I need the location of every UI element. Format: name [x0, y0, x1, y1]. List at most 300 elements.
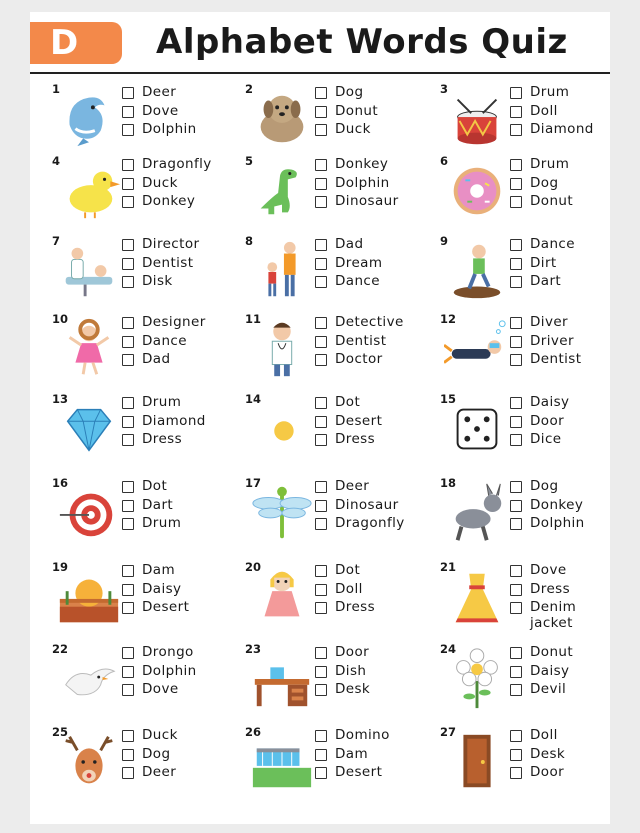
- answer-checkbox[interactable]: [315, 767, 327, 779]
- answer-option[interactable]: [510, 431, 569, 450]
- answer-option[interactable]: [122, 121, 197, 140]
- answer-checkbox[interactable]: [315, 106, 327, 118]
- answer-option[interactable]: [510, 413, 569, 432]
- answer-option[interactable]: [510, 727, 565, 746]
- question-number: 26: [245, 725, 262, 739]
- question-number: 9: [440, 234, 449, 248]
- dog-picture: [249, 86, 315, 152]
- answer-checkbox[interactable]: [510, 336, 522, 348]
- answer-label: Dog: [142, 745, 171, 762]
- dragonfly-picture: [249, 480, 315, 546]
- answer-option[interactable]: [315, 84, 378, 103]
- answer-options: [510, 236, 575, 292]
- daisy-picture: [444, 646, 510, 712]
- quiz-question: [245, 642, 435, 720]
- answer-checkbox[interactable]: [315, 434, 327, 446]
- answer-option[interactable]: [510, 497, 585, 516]
- answer-option[interactable]: [122, 599, 189, 618]
- answer-label: Door: [530, 412, 565, 429]
- answer-option[interactable]: [122, 515, 181, 534]
- answer-option[interactable]: [122, 663, 197, 682]
- answer-option[interactable]: [315, 156, 399, 175]
- answer-option[interactable]: [122, 431, 206, 450]
- quiz-question: [245, 725, 435, 803]
- answer-options: [315, 314, 404, 370]
- answer-option[interactable]: [315, 121, 378, 140]
- quiz-question: [52, 82, 242, 160]
- answer-checkbox[interactable]: [122, 565, 134, 577]
- answer-label: Door: [335, 644, 370, 660]
- answer-checkbox[interactable]: [510, 584, 522, 596]
- answer-options: [315, 644, 370, 700]
- answer-options: [315, 236, 382, 292]
- answer-option[interactable]: [510, 663, 573, 682]
- answer-checkbox[interactable]: [122, 684, 134, 696]
- answer-option[interactable]: [510, 175, 573, 194]
- answer-option[interactable]: [315, 663, 370, 682]
- answer-option[interactable]: [510, 273, 575, 292]
- answer-option[interactable]: [510, 764, 565, 783]
- answer-option[interactable]: [510, 351, 581, 370]
- answer-option[interactable]: [510, 333, 581, 352]
- answer-checkbox[interactable]: [510, 196, 522, 208]
- quiz-question: [52, 642, 242, 720]
- answer-label: Dolphin: [530, 515, 585, 531]
- answer-option[interactable]: [122, 497, 181, 516]
- answer-options: [122, 236, 199, 292]
- answer-checkbox[interactable]: [122, 666, 134, 678]
- answer-checkbox[interactable]: [315, 397, 327, 409]
- quiz-question: [245, 234, 435, 312]
- answer-checkbox[interactable]: [315, 87, 327, 99]
- answer-checkbox[interactable]: [122, 317, 134, 329]
- answer-checkbox[interactable]: [510, 749, 522, 761]
- question-number: 6: [440, 154, 449, 168]
- diver-picture: [444, 316, 510, 382]
- question-number: 4: [52, 154, 61, 168]
- answer-options: [122, 727, 178, 783]
- answer-checkbox[interactable]: [315, 317, 327, 329]
- answer-label: Dress: [335, 431, 376, 447]
- answer-options: [510, 727, 565, 783]
- answer-options: [315, 562, 375, 618]
- answer-label: Dam: [335, 745, 369, 762]
- quiz-question: [440, 234, 630, 312]
- answer-option[interactable]: [315, 333, 404, 352]
- answer-checkbox[interactable]: [510, 500, 522, 512]
- question-number: 15: [440, 392, 457, 406]
- answer-option[interactable]: [315, 314, 404, 333]
- answer-checkbox[interactable]: [315, 276, 327, 288]
- answer-option[interactable]: [315, 394, 382, 413]
- answer-checkbox[interactable]: [122, 336, 134, 348]
- answer-option[interactable]: [510, 255, 575, 274]
- answer-option[interactable]: [122, 156, 212, 175]
- answer-label: Dish: [335, 662, 367, 679]
- answer-options: [315, 727, 390, 783]
- answer-option[interactable]: [315, 103, 378, 122]
- answer-label: Dress: [335, 599, 376, 615]
- question-number: 16: [52, 476, 69, 490]
- answer-option[interactable]: [510, 581, 576, 600]
- answer-label: Donkey: [142, 193, 196, 209]
- answer-checkbox[interactable]: [315, 124, 327, 136]
- answer-label: Dad: [142, 351, 171, 367]
- answer-checkbox[interactable]: [122, 602, 134, 614]
- answer-option[interactable]: [510, 156, 573, 175]
- answer-checkbox[interactable]: [510, 354, 522, 366]
- answer-option[interactable]: [510, 121, 594, 140]
- answer-label: Doctor: [335, 351, 383, 367]
- question-number: 14: [245, 392, 262, 406]
- answer-options: [510, 156, 573, 212]
- answer-checkbox[interactable]: [315, 666, 327, 678]
- answer-option[interactable]: [510, 644, 573, 663]
- answer-options: [510, 644, 573, 700]
- answer-label: Donut: [530, 193, 574, 209]
- answer-checkbox[interactable]: [315, 336, 327, 348]
- answer-options: [122, 644, 197, 700]
- answer-option[interactable]: [122, 236, 199, 255]
- diamond-picture: [56, 396, 122, 462]
- answer-label: Denim jacket: [530, 599, 577, 631]
- question-number: 2: [245, 82, 254, 96]
- answer-label: Dentist: [142, 254, 194, 271]
- answer-option[interactable]: [122, 193, 212, 212]
- desk-picture: [249, 646, 315, 712]
- answer-option[interactable]: [122, 478, 181, 497]
- answer-label: Deer: [142, 764, 177, 780]
- answer-checkbox[interactable]: [122, 106, 134, 118]
- answer-option[interactable]: [122, 333, 206, 352]
- answer-label: Detective: [335, 314, 404, 330]
- answer-option[interactable]: [315, 497, 405, 516]
- quiz-question: [52, 392, 242, 470]
- answer-label: Dart: [530, 273, 562, 289]
- quiz-question: [440, 82, 630, 160]
- answer-option[interactable]: [510, 478, 585, 497]
- answer-label: Dog: [530, 478, 559, 494]
- door-picture: [444, 729, 510, 795]
- desert-picture: [56, 564, 122, 630]
- answer-checkbox[interactable]: [122, 749, 134, 761]
- answer-option[interactable]: [315, 562, 375, 581]
- question-number: 12: [440, 312, 457, 326]
- question-number: 21: [440, 560, 457, 574]
- quiz-question: [245, 392, 435, 470]
- answer-options: [315, 394, 382, 450]
- answer-checkbox[interactable]: [315, 647, 327, 659]
- answer-checkbox[interactable]: [510, 647, 522, 659]
- answer-label: Dot: [335, 394, 361, 410]
- answer-option[interactable]: [510, 84, 594, 103]
- question-number: 11: [245, 312, 262, 326]
- answer-option[interactable]: [122, 255, 199, 274]
- answer-option[interactable]: [122, 581, 189, 600]
- answer-checkbox[interactable]: [122, 178, 134, 190]
- answer-checkbox[interactable]: [122, 276, 134, 288]
- answer-checkbox[interactable]: [315, 584, 327, 596]
- answer-checkbox[interactable]: [510, 730, 522, 742]
- answer-option[interactable]: [510, 746, 565, 765]
- answer-option[interactable]: [315, 193, 399, 212]
- answer-checkbox[interactable]: [315, 178, 327, 190]
- question-number: 20: [245, 560, 262, 574]
- answer-option[interactable]: [122, 351, 206, 370]
- answer-label: Domino: [335, 727, 390, 743]
- quiz-question: [52, 725, 242, 803]
- answer-option[interactable]: [510, 681, 573, 700]
- deer-picture: [56, 729, 122, 795]
- quiz-question: [245, 560, 435, 638]
- answer-checkbox[interactable]: [315, 730, 327, 742]
- answer-checkbox[interactable]: [510, 178, 522, 190]
- answer-label: Dot: [142, 478, 168, 494]
- quiz-question: [245, 154, 435, 232]
- answer-label: Dad: [335, 236, 364, 252]
- answer-option[interactable]: [122, 681, 197, 700]
- letter-badge: D: [30, 22, 122, 64]
- answer-checkbox[interactable]: [122, 124, 134, 136]
- worksheet: [30, 12, 610, 824]
- answer-option[interactable]: [510, 562, 576, 581]
- answer-checkbox[interactable]: [122, 354, 134, 366]
- answer-options: [510, 478, 585, 534]
- answer-checkbox[interactable]: [315, 684, 327, 696]
- answer-option[interactable]: [122, 727, 178, 746]
- answer-label: Dinosaur: [335, 496, 399, 513]
- answer-checkbox[interactable]: [510, 565, 522, 577]
- answer-checkbox[interactable]: [122, 481, 134, 493]
- answer-checkbox[interactable]: [315, 258, 327, 270]
- answer-label: Dirt: [530, 254, 557, 271]
- answer-label: Dot: [335, 562, 361, 578]
- answer-checkbox[interactable]: [122, 239, 134, 251]
- answer-checkbox[interactable]: [510, 276, 522, 288]
- answer-option[interactable]: [122, 394, 206, 413]
- answer-option[interactable]: [510, 599, 577, 631]
- answer-checkbox[interactable]: [122, 767, 134, 779]
- quiz-question: [440, 392, 630, 470]
- answer-label: Dove: [142, 102, 179, 119]
- question-number: 10: [52, 312, 69, 326]
- answer-checkbox[interactable]: [315, 565, 327, 577]
- answer-option[interactable]: [122, 314, 206, 333]
- answer-checkbox[interactable]: [510, 481, 522, 493]
- answer-label: Dove: [530, 562, 567, 578]
- answer-label: Dance: [335, 273, 380, 289]
- answer-checkbox[interactable]: [315, 239, 327, 251]
- answer-option[interactable]: [122, 413, 206, 432]
- quiz-question: [440, 312, 630, 390]
- answer-options: [510, 562, 577, 631]
- quiz-question: [52, 312, 242, 390]
- answer-option[interactable]: [315, 175, 399, 194]
- answer-label: Drum: [142, 394, 182, 410]
- question-number: 18: [440, 476, 457, 490]
- answer-label: Desk: [530, 745, 566, 762]
- answer-option[interactable]: [510, 103, 594, 122]
- answer-checkbox[interactable]: [510, 416, 522, 428]
- answer-checkbox[interactable]: [510, 258, 522, 270]
- answer-label: Duck: [142, 174, 178, 191]
- answer-label: Driver: [530, 332, 574, 349]
- answer-label: Desert: [335, 764, 383, 780]
- answer-checkbox[interactable]: [122, 730, 134, 742]
- answer-label: Dog: [530, 174, 559, 191]
- dart-picture: [56, 480, 122, 546]
- answer-checkbox[interactable]: [510, 518, 522, 530]
- answer-checkbox[interactable]: [122, 397, 134, 409]
- answer-options: [315, 84, 378, 140]
- answer-label: Desert: [142, 599, 190, 615]
- answer-label: Deer: [335, 478, 370, 494]
- donkey-picture: [444, 480, 510, 546]
- answer-option[interactable]: [510, 193, 573, 212]
- answer-checkbox[interactable]: [122, 159, 134, 171]
- question-number: 22: [52, 642, 69, 656]
- answer-checkbox[interactable]: [122, 434, 134, 446]
- answer-checkbox[interactable]: [122, 584, 134, 596]
- answer-option[interactable]: [122, 746, 178, 765]
- answer-checkbox[interactable]: [510, 239, 522, 251]
- answer-option[interactable]: [315, 478, 405, 497]
- answer-options: [510, 314, 581, 370]
- answer-option[interactable]: [315, 236, 382, 255]
- answer-option[interactable]: [122, 644, 197, 663]
- answer-option[interactable]: [315, 413, 382, 432]
- question-number: 7: [52, 234, 61, 248]
- answer-label: Disk: [142, 273, 173, 289]
- answer-checkbox[interactable]: [510, 684, 522, 696]
- answer-checkbox[interactable]: [315, 749, 327, 761]
- answer-label: Dart: [142, 496, 174, 513]
- answer-label: Dolphin: [335, 174, 390, 191]
- answer-option[interactable]: [122, 764, 178, 783]
- answer-option[interactable]: [315, 351, 404, 370]
- answer-checkbox[interactable]: [315, 518, 327, 530]
- answer-option[interactable]: [315, 644, 370, 663]
- answer-option[interactable]: [315, 727, 390, 746]
- answer-checkbox[interactable]: [315, 196, 327, 208]
- answer-checkbox[interactable]: [510, 397, 522, 409]
- answer-option[interactable]: [510, 314, 581, 333]
- answer-checkbox[interactable]: [315, 159, 327, 171]
- answer-checkbox[interactable]: [122, 647, 134, 659]
- answer-options: [315, 156, 399, 212]
- question-number: 5: [245, 154, 254, 168]
- question-number: 13: [52, 392, 69, 406]
- answer-checkbox[interactable]: [122, 500, 134, 512]
- answer-checkbox[interactable]: [122, 518, 134, 530]
- drum-picture: [444, 86, 510, 152]
- question-number: 27: [440, 725, 457, 739]
- answer-option[interactable]: [315, 431, 382, 450]
- answer-label: Diver: [530, 314, 568, 330]
- answer-checkbox[interactable]: [315, 602, 327, 614]
- donut-picture: [444, 158, 510, 224]
- dot-picture: [249, 396, 315, 462]
- answer-label: Drum: [530, 84, 570, 100]
- answer-option[interactable]: [315, 746, 390, 765]
- answer-checkbox[interactable]: [122, 87, 134, 99]
- answer-options: [315, 478, 405, 534]
- answer-checkbox[interactable]: [510, 767, 522, 779]
- answer-checkbox[interactable]: [510, 434, 522, 446]
- answer-label: Desk: [335, 681, 371, 697]
- answer-option[interactable]: [510, 236, 575, 255]
- dolphin-picture: [56, 86, 122, 152]
- answer-label: Diamond: [530, 121, 594, 137]
- answer-label: Daisy: [530, 394, 570, 410]
- question-number: 8: [245, 234, 254, 248]
- dad-picture: [249, 238, 315, 304]
- question-number: 24: [440, 642, 457, 656]
- answer-checkbox[interactable]: [510, 159, 522, 171]
- question-number: 3: [440, 82, 449, 96]
- dance-picture: [56, 316, 122, 382]
- answer-label: Dinosaur: [335, 193, 399, 209]
- answer-option[interactable]: [315, 273, 382, 292]
- answer-option[interactable]: [122, 103, 197, 122]
- answer-checkbox[interactable]: [315, 500, 327, 512]
- answer-label: Dress: [142, 431, 183, 447]
- answer-checkbox[interactable]: [510, 124, 522, 136]
- answer-option[interactable]: [315, 581, 375, 600]
- dice-picture: [444, 396, 510, 462]
- answer-checkbox[interactable]: [510, 106, 522, 118]
- answer-label: Designer: [142, 314, 206, 330]
- answer-option[interactable]: [315, 255, 382, 274]
- answer-checkbox[interactable]: [122, 258, 134, 270]
- quiz-question: [440, 725, 630, 803]
- answer-option[interactable]: [122, 84, 197, 103]
- answer-option[interactable]: [315, 515, 405, 534]
- dam-picture: [249, 729, 315, 795]
- answer-checkbox[interactable]: [315, 416, 327, 428]
- answer-option[interactable]: [122, 175, 212, 194]
- answer-checkbox[interactable]: [315, 481, 327, 493]
- answer-options: [122, 84, 197, 140]
- answer-checkbox[interactable]: [510, 666, 522, 678]
- answer-option[interactable]: [315, 599, 375, 618]
- answer-option[interactable]: [122, 273, 199, 292]
- answer-checkbox[interactable]: [510, 87, 522, 99]
- quiz-question: [440, 154, 630, 232]
- answer-label: Donut: [530, 644, 574, 660]
- answer-label: Dove: [142, 681, 179, 697]
- answer-option[interactable]: [510, 394, 569, 413]
- answer-checkbox[interactable]: [510, 602, 522, 614]
- answer-checkbox[interactable]: [122, 196, 134, 208]
- quiz-question: [52, 560, 242, 638]
- answer-options: [122, 156, 212, 212]
- answer-checkbox[interactable]: [510, 317, 522, 329]
- answer-label: Door: [530, 764, 565, 780]
- answer-option[interactable]: [510, 515, 585, 534]
- answer-checkbox[interactable]: [122, 416, 134, 428]
- question-number: 19: [52, 560, 69, 574]
- answer-option[interactable]: [315, 681, 370, 700]
- answer-option[interactable]: [122, 562, 189, 581]
- answer-options: [510, 394, 569, 450]
- answer-checkbox[interactable]: [315, 354, 327, 366]
- title-divider: [30, 72, 610, 74]
- quiz-question: [440, 476, 630, 554]
- answer-option[interactable]: [315, 764, 390, 783]
- answer-options: [122, 562, 189, 618]
- quiz-question: [245, 476, 435, 554]
